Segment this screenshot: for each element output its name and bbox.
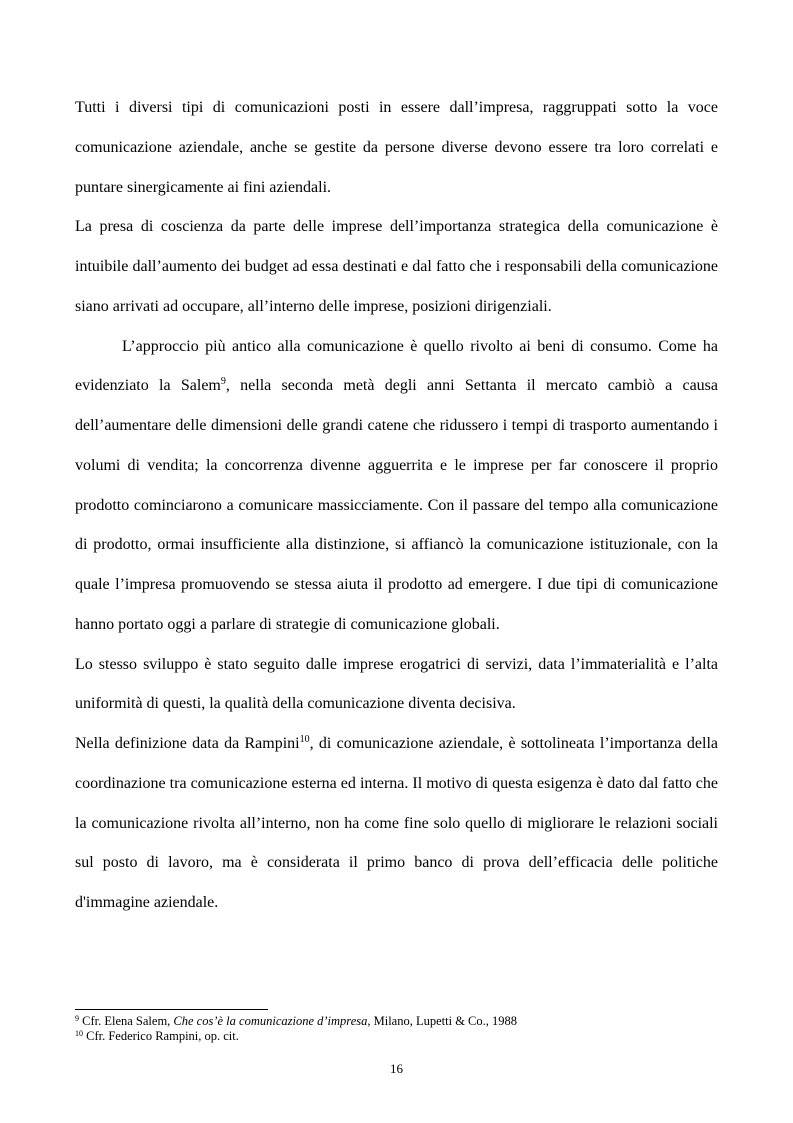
footnote-10-number: 10 bbox=[75, 1029, 83, 1038]
paragraph-5-part2: , di comunicazione aziendale, è sottolineata l’importanza della coordinazione tra comunicazione esterna ed interna. Il motivo di questa esigenza è dato dal fatto che la comunicazione rivolta all’interno, non ha come fine solo quello di migliorare le relazioni sociali sul posto di lavoro, ma è considerata il primo banco di prova dell’efficacia delle politiche d'immagine aziendale. bbox=[75, 735, 718, 911]
footnote-9 bbox=[75, 1014, 718, 1029]
footnote-separator bbox=[75, 1009, 268, 1010]
document-body bbox=[75, 88, 718, 923]
paragraph-5 bbox=[75, 724, 718, 923]
footnote-9-number: 9 bbox=[75, 1014, 79, 1023]
page-number: 16 bbox=[390, 1061, 403, 1076]
paragraph-3-part1: L’approccio più antico alla comunicazione è quello rivolto ai beni di consumo. Come ha evidenziato la Salem bbox=[75, 337, 718, 395]
paragraph-4: Lo stesso sviluppo è stato seguito dalle imprese erogatrici di servizi, data l’immaterialità e l’alta uniformità di questi, la qualità della comunicazione diventa decisiva. bbox=[75, 655, 718, 713]
footnote-10-text: Cfr. Federico Rampini, op. cit. bbox=[83, 1029, 239, 1043]
footnote-ref-9: 9 bbox=[220, 376, 226, 388]
footnote-9-before: Cfr. Elena Salem, bbox=[79, 1014, 174, 1028]
footnotes bbox=[75, 1009, 718, 1044]
footnote-ref-10: 10 bbox=[299, 734, 310, 745]
paragraph-1: Tutti i diversi tipi di comunicazioni posti in essere dall’impresa, raggruppati sotto la voce comunicazione aziendale, anche se gestite da persone diverse devono essere tra loro correlati e puntare sinergicamente ai fini aziendali. bbox=[75, 99, 718, 196]
paragraph-2: La presa di coscienza da parte delle imprese dell’importanza strategica della comunicazione è intuibile dall’aumento dei budget ad essa destinati e dal fatto che i responsabili della comunicazione siano arrivati ad occupare, all’interno delle imprese, posizioni dirigenziali. bbox=[75, 218, 718, 315]
paragraph-5-part1: Nella definizione data da Rampini bbox=[75, 735, 300, 752]
paragraph-3-part2: , nella seconda metà degli anni Settanta il mercato cambiò a causa dell’aumentare delle dimensioni delle grandi catene che ridussero i tempi di trasporto aumentando i volumi di vendita; la concorrenza divenne agguerrita e le imprese per far conoscere il proprio prodotto cominciarono a comunicare massicciamente. Con il passare del tempo alla comunicazione di prodotto, ormai insufficiente alla distinzione, si affiancò la comunicazione istituzionale, con la quale l’impresa promuovendo se stessa aiuta il prodotto ad emergere. I due tipi di comunicazione hanno portato oggi a parlare di strategie di comunicazione globali. bbox=[75, 377, 719, 633]
footnote-9-after: , Milano, Lupetti & Co., 1988 bbox=[367, 1014, 518, 1028]
footnote-10 bbox=[75, 1029, 718, 1044]
footnote-9-title: Che cos’è la comunicazione d’impresa bbox=[173, 1014, 368, 1028]
paragraph-3 bbox=[75, 327, 718, 645]
